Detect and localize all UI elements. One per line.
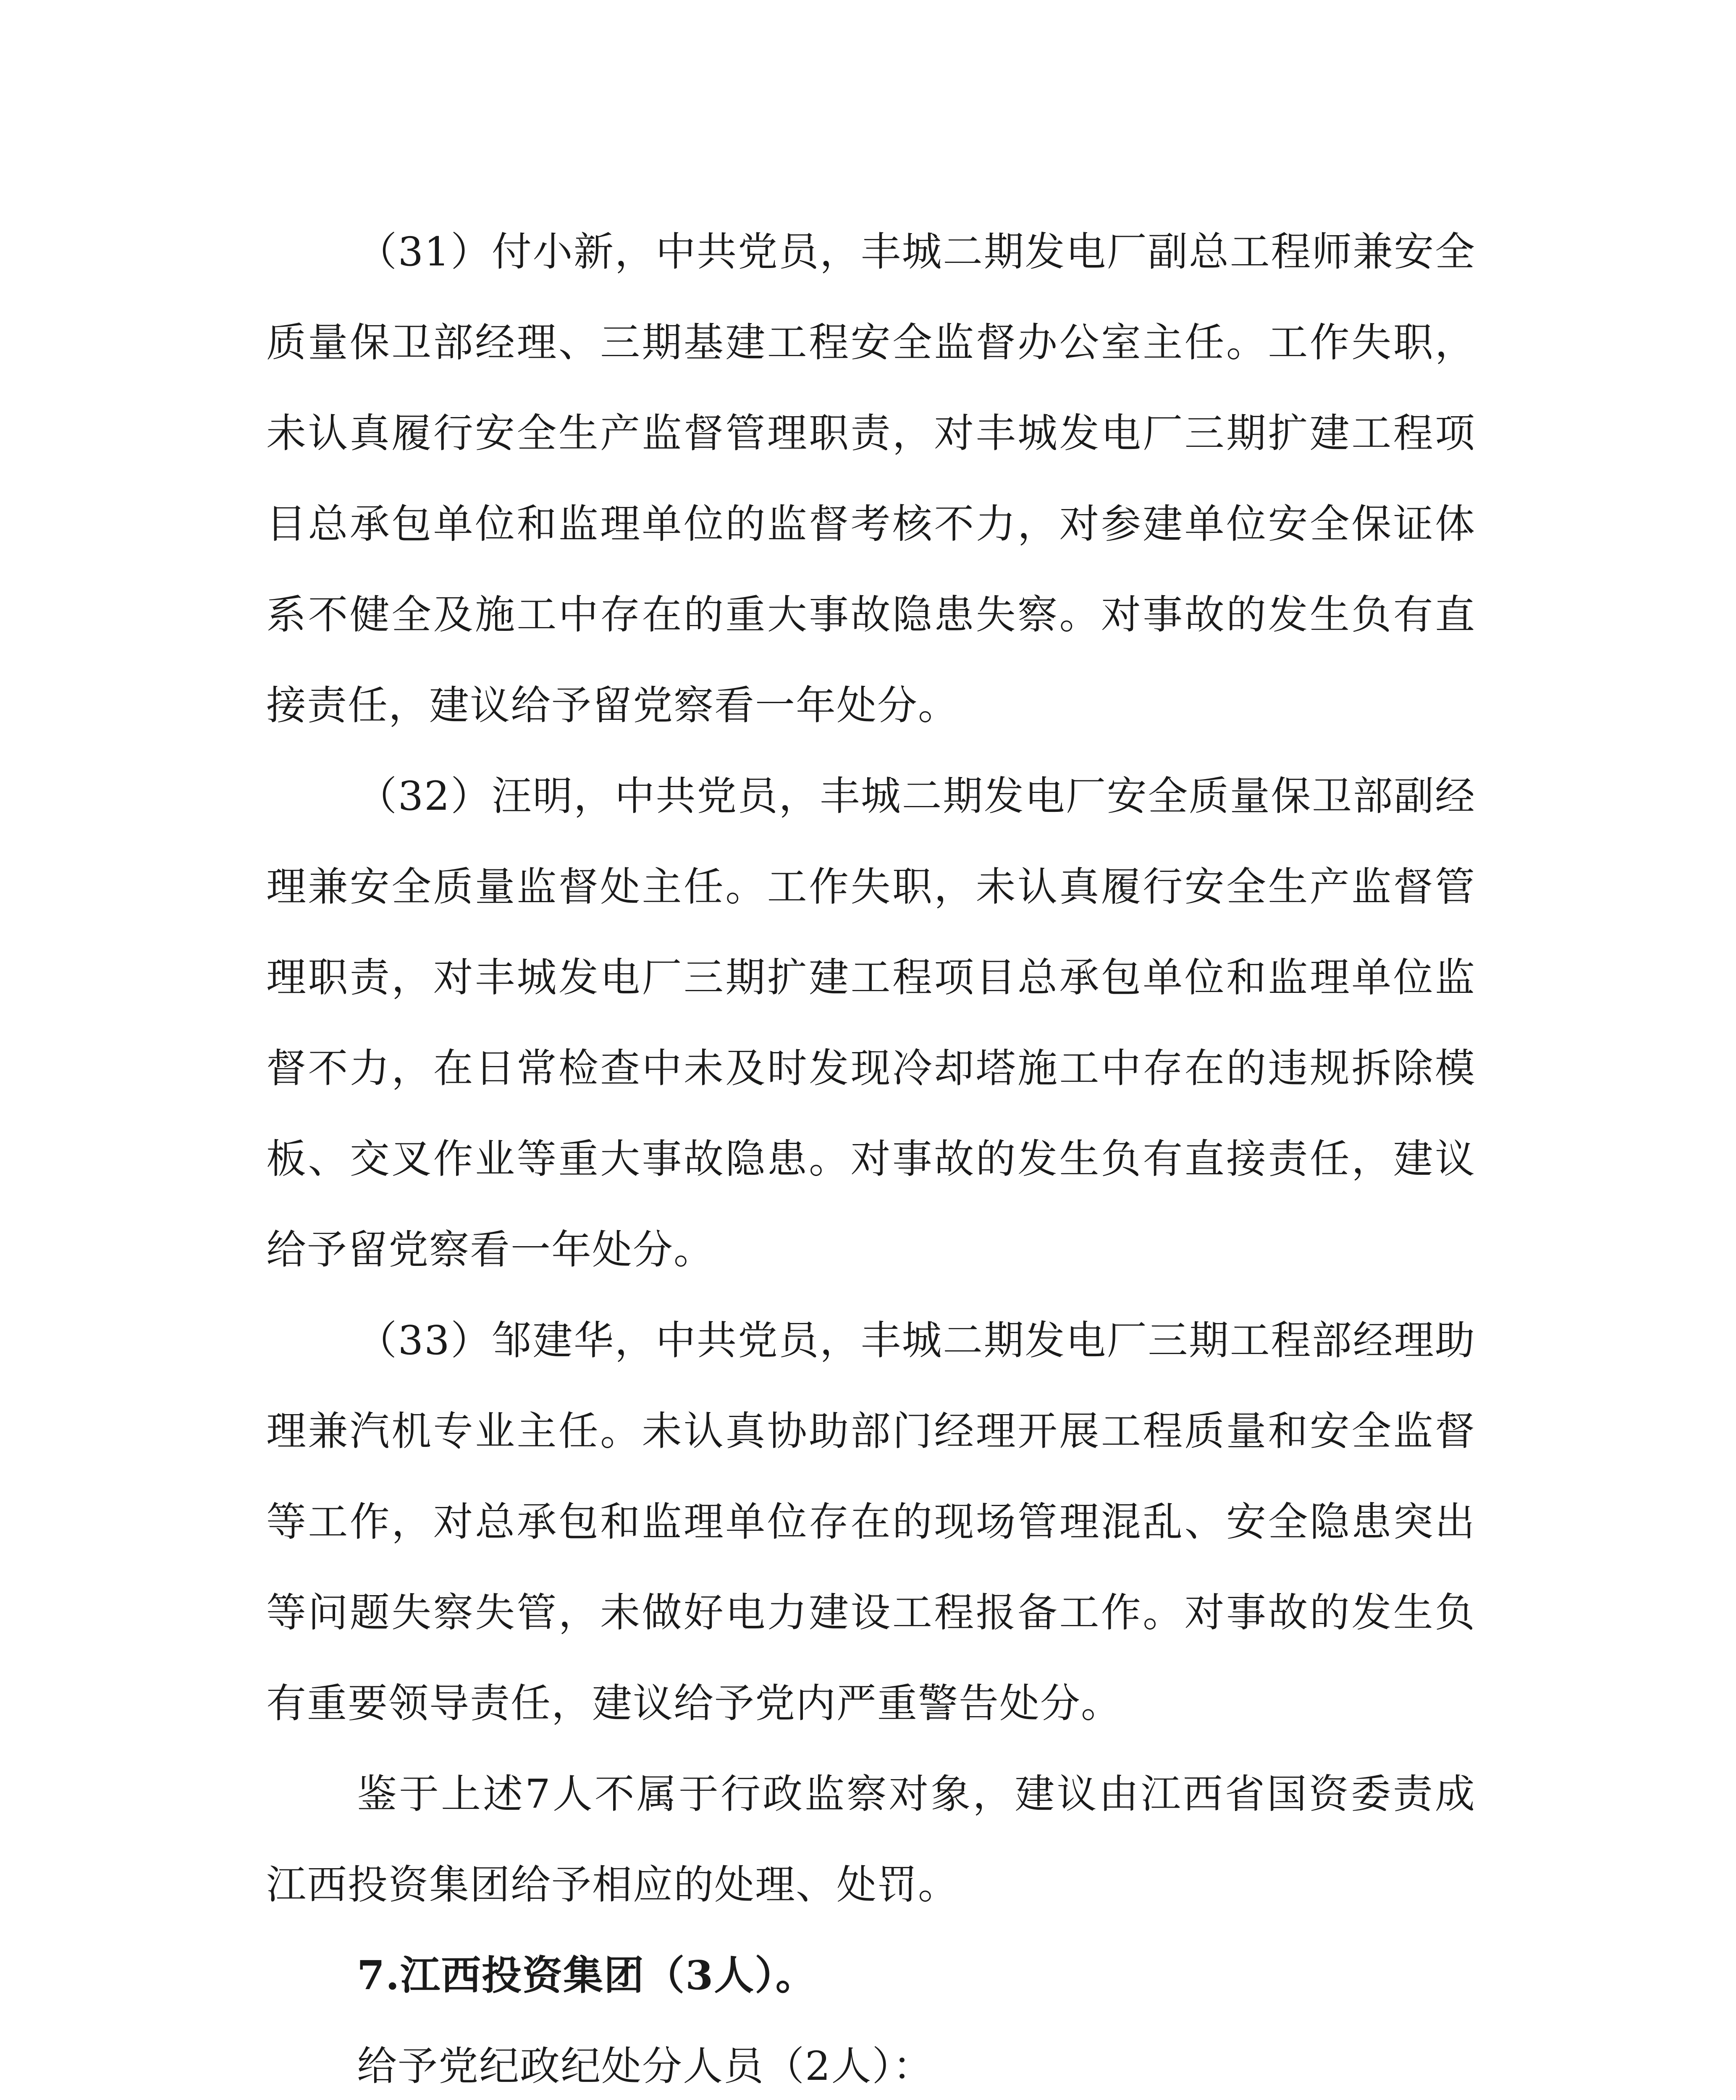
section-subheading: 给予党纪政纪处分人员（2人）： [357,2043,934,2090]
section-heading: 7.江西投资集团（3人）。 [357,1952,816,1999]
paragraph-33: （33）邹建华，中共党员，丰城二期发电厂三期工程部经理助理兼汽机专业主任。未认真协助部门经理开展工程质量和安全监督等工作，对总承包和监理单位存在的现场管理混乱、安全隐患突出等问题失察失管，未做好电力建设工程报备工作。对事故的发生负有重要领导责任，建议给予党内严重警告处分。 [266,1318,1476,1727]
document-body [266,207,1476,2100]
paragraph-32: （32）汪明，中共党员，丰城二期发电厂安全质量保卫部副经理兼安全质量监督处主任。工作失职，未认真履行安全生产监督管理职责，对丰城发电厂三期扩建工程项目总承包单位和监理单位监督不力，在日常检查中未及时发现冷却塔施工中存在的违规拆除模板、交叉作业等重大事故隐患。对事故的发生负有直接责任，建议给予留党察看一年处分。 [266,773,1476,1273]
paragraph-31: （31）付小新，中共党员，丰城二期发电厂副总工程师兼安全质量保卫部经理、三期基建工程安全监督办公室主任。工作失职，未认真履行安全生产监督管理职责，对丰城发电厂三期扩建工程项目总承包单位和监理单位的监督考核不力，对参建单位安全保证体系不健全及施工中存在的重大事故隐患失察。对事故的发生负有直接责任，建议给予留党察看一年处分。 [266,229,1476,729]
paragraph-summary: 鉴于上述7人不属于行政监察对象，建议由江西省国资委责成江西投资集团给予相应的处理、处罚。 [266,1771,1476,1908]
